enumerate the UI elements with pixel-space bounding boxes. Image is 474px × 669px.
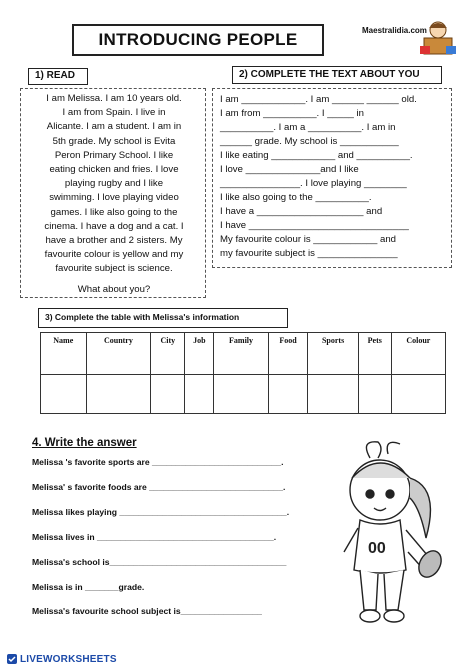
read-line: I am Melissa. I am 10 years old.	[46, 93, 182, 104]
read-line: games. I like also going to the	[50, 206, 178, 218]
column-header: Food	[268, 333, 308, 375]
answer-cell[interactable]	[151, 375, 185, 414]
complete-line[interactable]: I am ____________. I am ______ ______ old.	[220, 94, 417, 105]
column-header: Sports	[308, 333, 358, 375]
column-header: Pets	[358, 333, 391, 375]
girl-illustration	[318, 438, 456, 638]
column-header: Name	[41, 333, 87, 375]
section-answer-label: 4. Write the answer	[32, 437, 137, 449]
complete-line[interactable]: _______________. I love playing ________	[220, 178, 407, 189]
complete-line[interactable]: I like eating ____________ and __________.	[220, 150, 413, 161]
answer-cell[interactable]	[268, 375, 308, 414]
liveworksheets-logo-icon	[6, 653, 18, 665]
complete-line[interactable]: I am from __________. I _____ in	[220, 108, 365, 119]
answer-cell[interactable]	[308, 375, 358, 414]
read-line: playing rugby and I like	[64, 178, 164, 190]
read-line: I am from Spain. I live in	[62, 107, 166, 119]
column-header: Job	[185, 333, 214, 375]
answer-question[interactable]: Melissa' s favorite foods are ____________________________.	[32, 482, 286, 492]
column-header: Colour	[391, 333, 445, 375]
answer-question[interactable]: Melissa is in _______grade.	[32, 582, 145, 592]
section-complete-label: 2) COMPLETE THE TEXT ABOUT YOU	[232, 66, 442, 84]
answer-question[interactable]: Melissa's favourite school subject is_________________	[32, 606, 262, 616]
complete-line[interactable]: __________. I am a __________. I am in	[220, 122, 396, 133]
column-header: City	[151, 333, 185, 375]
complete-line[interactable]: I like also going to the __________.	[220, 192, 372, 203]
read-text	[24, 92, 204, 297]
section-table-label: 3) Complete the table with Melissa's information	[38, 308, 288, 328]
complete-line[interactable]: ______ grade. My school is ___________	[220, 136, 399, 147]
svg-text:00: 00	[368, 540, 386, 557]
read-question: What about you?	[77, 283, 151, 295]
table-row	[41, 375, 446, 414]
answer-cell[interactable]	[185, 375, 214, 414]
teacher-logo-icon	[418, 18, 458, 60]
melissa-info-table	[40, 332, 446, 414]
read-line: favourite subject is science.	[55, 263, 173, 275]
answer-cell[interactable]	[214, 375, 268, 414]
complete-line[interactable]: I have ______________________________	[220, 220, 409, 231]
answer-question[interactable]: Melissa lives in _____________________________________.	[32, 532, 277, 542]
complete-line[interactable]: my favourite subject is _______________	[220, 248, 398, 259]
read-line: cinema. I have a dog and a cat. I	[44, 220, 184, 232]
complete-line[interactable]: My favourite colour is ____________ and	[220, 234, 397, 245]
answer-cell[interactable]	[86, 375, 151, 414]
read-line: have a brother and 2 sisters. My	[45, 235, 183, 247]
footer-brand[interactable]: LIVEWORKSHEETS	[20, 654, 117, 665]
column-header: Country	[86, 333, 151, 375]
answer-cell[interactable]	[41, 375, 87, 414]
section-read-label: 1) READ	[28, 68, 88, 85]
read-line: 5th grade. My school is Evita	[52, 135, 176, 147]
answer-question[interactable]: Melissa likes playing ___________________________________.	[32, 507, 290, 517]
answer-cell[interactable]	[391, 375, 445, 414]
complete-line[interactable]: I love ______________and I like	[220, 164, 359, 175]
read-line: favourite colour is yellow and my	[44, 249, 184, 261]
page-title: INTRODUCING PEOPLE	[72, 24, 324, 56]
read-line: swimming. I love playing video	[49, 192, 179, 204]
read-line: Peron Primary School. I like	[54, 149, 174, 161]
read-line: Alicante. I am a student. I am in	[46, 121, 182, 133]
answer-question[interactable]: Melissa's school is_____________________________________	[32, 557, 287, 567]
answer-cell[interactable]	[358, 375, 391, 414]
read-line: eating chicken and fries. I love	[49, 164, 179, 176]
column-header: Family	[214, 333, 268, 375]
site-name: Maestralidia.com	[362, 26, 427, 35]
answer-question[interactable]: Melissa 's favorite sports are ___________________________.	[32, 457, 284, 467]
complete-line[interactable]: I have a ____________________ and	[220, 206, 383, 217]
